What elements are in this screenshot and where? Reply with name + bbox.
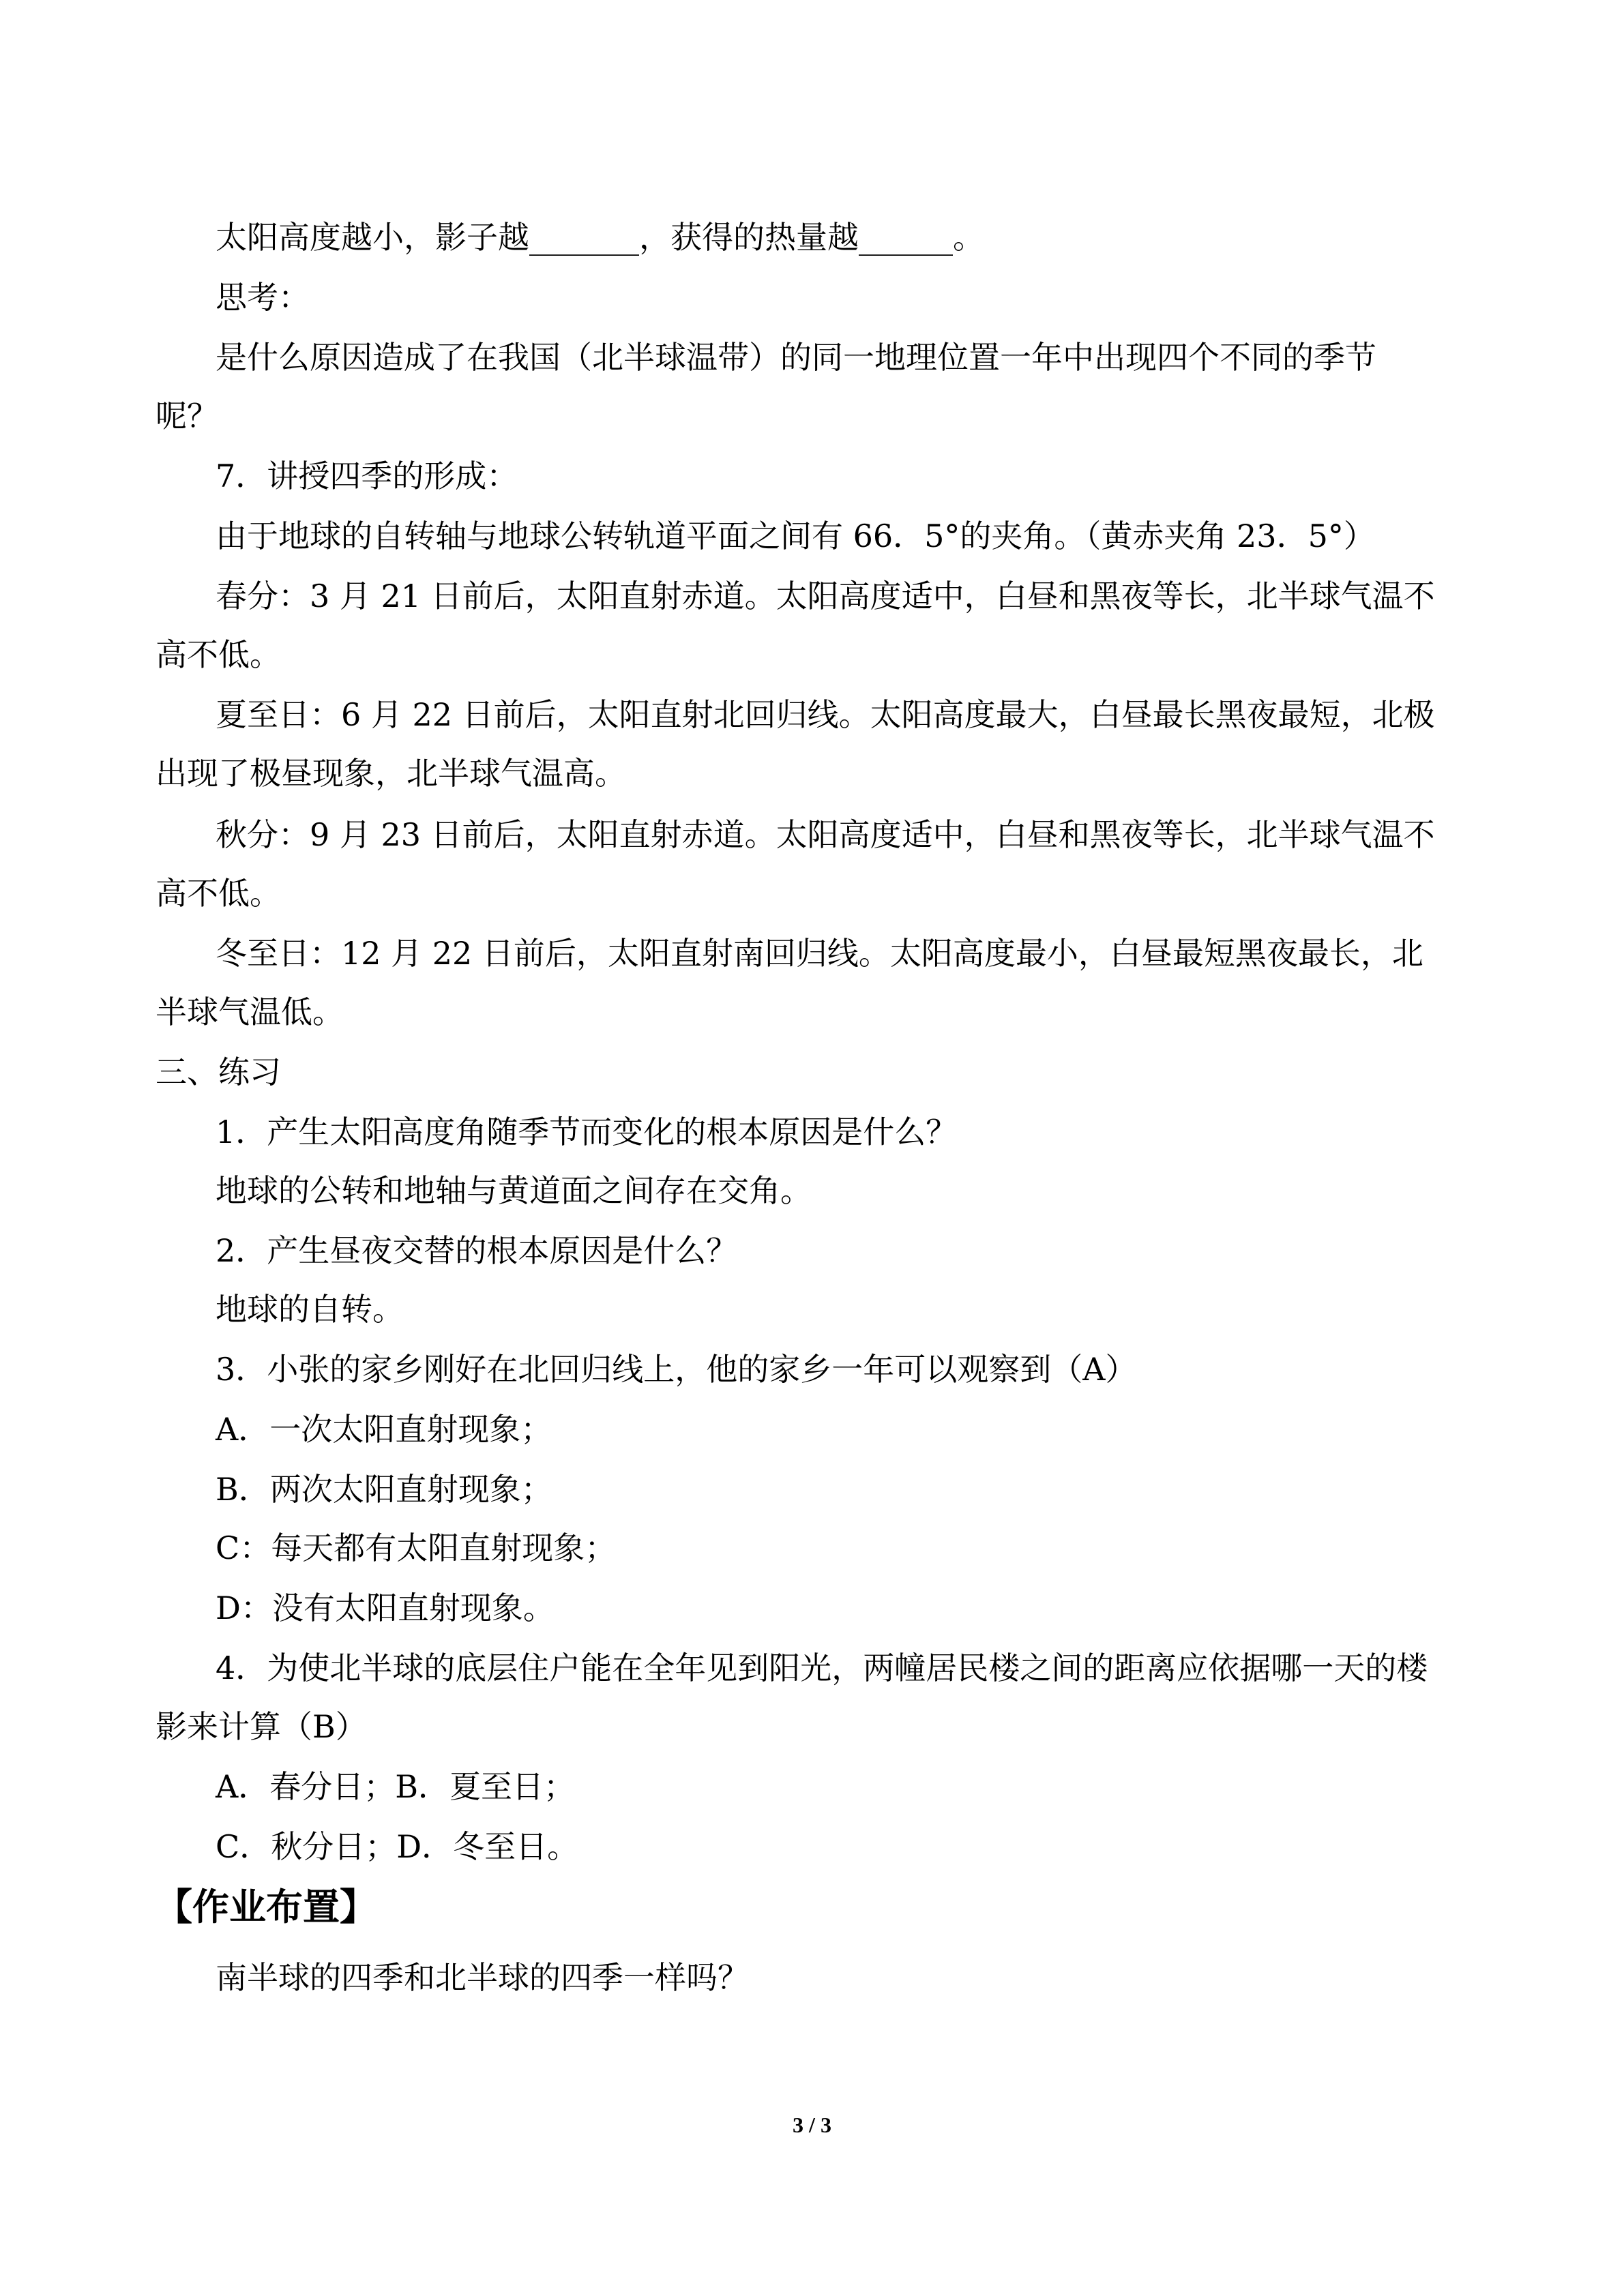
section-heading: 三、练习 — [156, 1054, 281, 1090]
paragraph-line: 由于地球的自转轴与地球公转轨道平面之间有 66．5°的夹角。（黄赤夹角 23．5°） — [216, 518, 1375, 554]
paragraph-line: 高不低。 — [156, 636, 281, 673]
option-line: A．春分日；B．夏至日； — [216, 1768, 576, 1805]
question-line: 影来计算（B） — [156, 1708, 367, 1745]
question-line: 4．为使北半球的底层住户能在全年见到阳光，两幢居民楼之间的距离应依据哪一天的楼 — [216, 1650, 1428, 1686]
option-line: C：每天都有太阳直射现象； — [216, 1530, 617, 1566]
option-line: B．两次太阳直射现象； — [216, 1471, 552, 1508]
paragraph-line: 夏至日：6 月 22 日前后，太阳直射北回归线。太阳高度最大，白昼最长黑夜最短，北极 — [216, 696, 1435, 733]
paragraph-line: 冬至日：12 月 22 日前后，太阳直射南回归线。太阳高度最小，白昼最短黑夜最长，北 — [216, 935, 1423, 972]
homework-heading: 【作业布置】 — [156, 1885, 377, 1928]
option-line: A．一次太阳直射现象； — [216, 1411, 552, 1448]
paragraph-line: 出现了极昼现象，北半球气温高。 — [156, 755, 626, 792]
question-line: 1．产生太阳高度角随季节而变化的根本原因是什么？ — [216, 1114, 958, 1150]
answer-line: 地球的公转和地轴与黄道面之间存在交角。 — [216, 1172, 812, 1209]
paragraph-line: 是什么原因造成了在我国（北半球温带）的同一地理位置一年中出现四个不同的季节 — [216, 339, 1376, 376]
page-number: 3 / 3 — [793, 2113, 831, 2137]
paragraph-line: 7．讲授四季的形成： — [216, 458, 518, 494]
paragraph-line: 半球气温低。 — [156, 994, 344, 1030]
option-line: D：没有太阳直射现象。 — [216, 1590, 555, 1626]
answer-line: 地球的自转。 — [216, 1291, 404, 1328]
paragraph-line: 春分：3 月 21 日前后，太阳直射赤道。太阳高度适中，白昼和黑夜等长，北半球气温不 — [216, 578, 1435, 614]
paragraph-line: 高不低。 — [156, 875, 281, 912]
option-line: C．秋分日；D．冬至日。 — [216, 1828, 579, 1865]
homework-text: 南半球的四季和北半球的四季一样吗？ — [216, 1959, 749, 1996]
paragraph-line: 呢？ — [156, 398, 218, 434]
question-line: 3．小张的家乡刚好在北回归线上，他的家乡一年可以观察到（A） — [216, 1351, 1137, 1388]
paragraph-line: 太阳高度越小，影子越_______，获得的热量越______。 — [216, 219, 984, 256]
paragraph-line: 思考： — [216, 279, 310, 316]
paragraph-line: 秋分：9 月 23 日前后，太阳直射赤道。太阳高度适中，白昼和黑夜等长，北半球气温不 — [216, 816, 1435, 853]
question-line: 2．产生昼夜交替的根本原因是什么？ — [216, 1232, 738, 1269]
